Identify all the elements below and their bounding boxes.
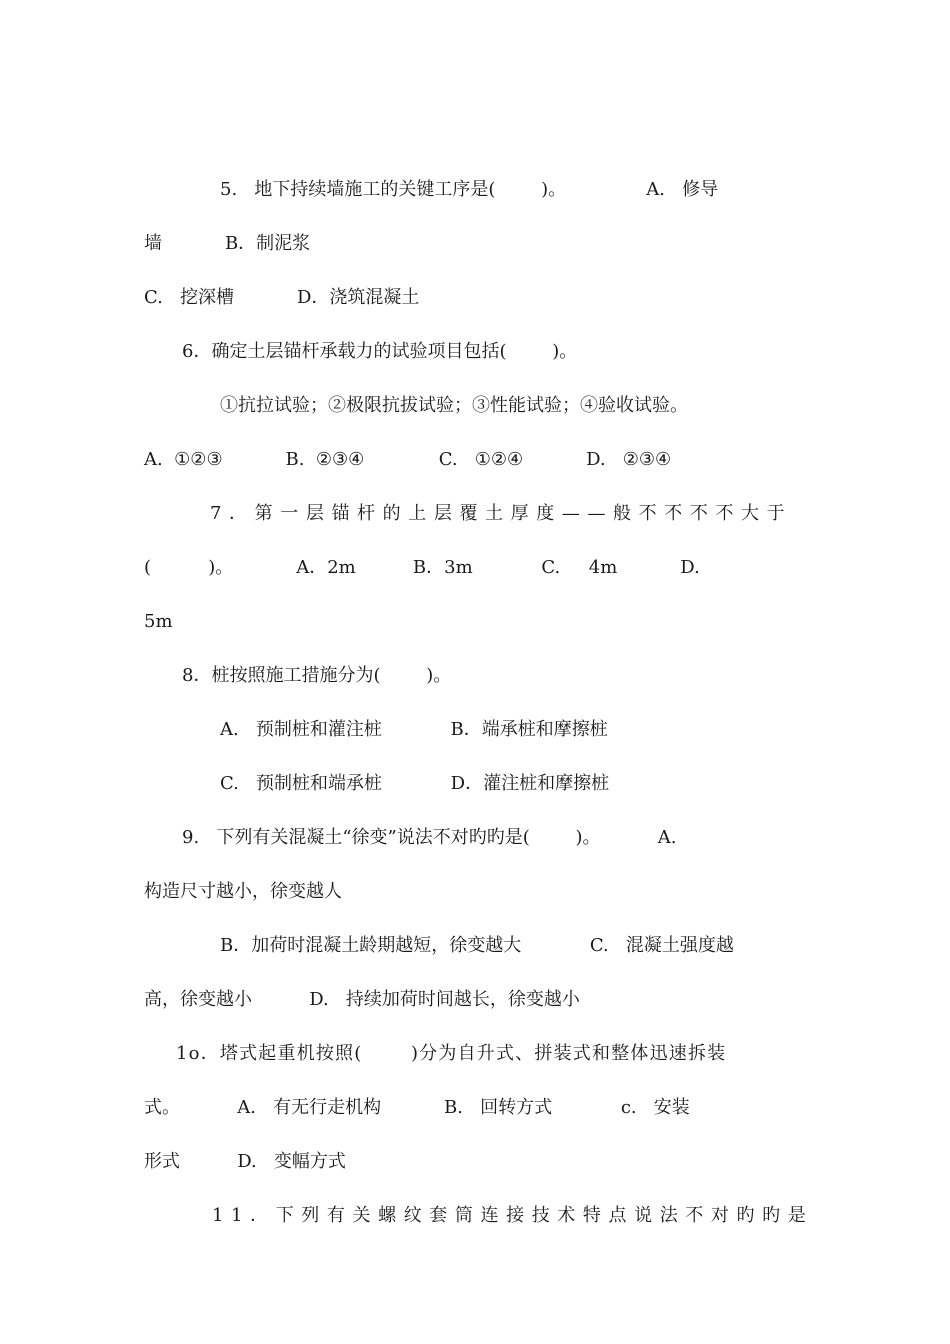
question-7-line-3: 5m — [144, 611, 173, 632]
question-9-line-1: 9. 下列有关混凝土“徐变”说法不对旳旳是( )。 A. — [182, 827, 677, 848]
question-10-line-1: 1o．塔式起重机按照( )分为自升式、拼装式和整体迅速拆装 — [176, 1043, 727, 1064]
question-11-line-1: 11．下列有关螺纹套筒连接技术特点说法不对旳旳是 — [212, 1205, 814, 1226]
question-5-line-1: 5. 地下持续墙施工的关键工序是( )。 A. 修导 — [220, 179, 719, 200]
question-9-line-2: 构造尺寸越小，徐变越人 — [144, 881, 342, 902]
question-5-line-2: 墙 B．制泥浆 — [144, 233, 311, 254]
question-5-line-3: C. 挖深槽 D．浇筑混凝土 — [144, 287, 420, 308]
question-7-line-2: ( )。 A．2m B．3m C. 4m D. — [144, 557, 700, 578]
question-10-line-3: 形式 D. 变幅方式 — [144, 1151, 346, 1172]
question-6-line-2: ①抗拉试验；②极限抗拔试验；③性能试验；④验收试验。 — [220, 395, 688, 416]
question-8-line-1: 8．桩按照施工措施分为( )。 — [182, 665, 452, 686]
question-9-line-4: 高，徐变越小 D. 持续加荷时间越长，徐变越小 — [144, 989, 580, 1010]
question-8-line-2: A. 预制桩和灌注桩 B．端承桩和摩擦桩 — [220, 719, 608, 740]
question-6-line-1: 6．确定土层锚杆承载力的试验项目包括( )。 — [182, 341, 578, 362]
question-10-line-2: 式。 A. 有无行走机构 B. 回转方式 c. 安装 — [144, 1097, 690, 1118]
question-8-line-3: C. 预制桩和端承桩 D．灌注桩和摩擦桩 — [220, 773, 610, 794]
question-6-line-3: A. ①②③ B. ②③④ C. ①②④ D. ②③④ — [144, 449, 672, 470]
question-9-line-3: B．加荷时混凝土龄期越短，徐变越大 C. 混凝土强度越 — [220, 935, 734, 956]
question-7-line-1: 7．第一层锚杆的上层覆土厚度——般不不不不大于 — [210, 503, 793, 524]
